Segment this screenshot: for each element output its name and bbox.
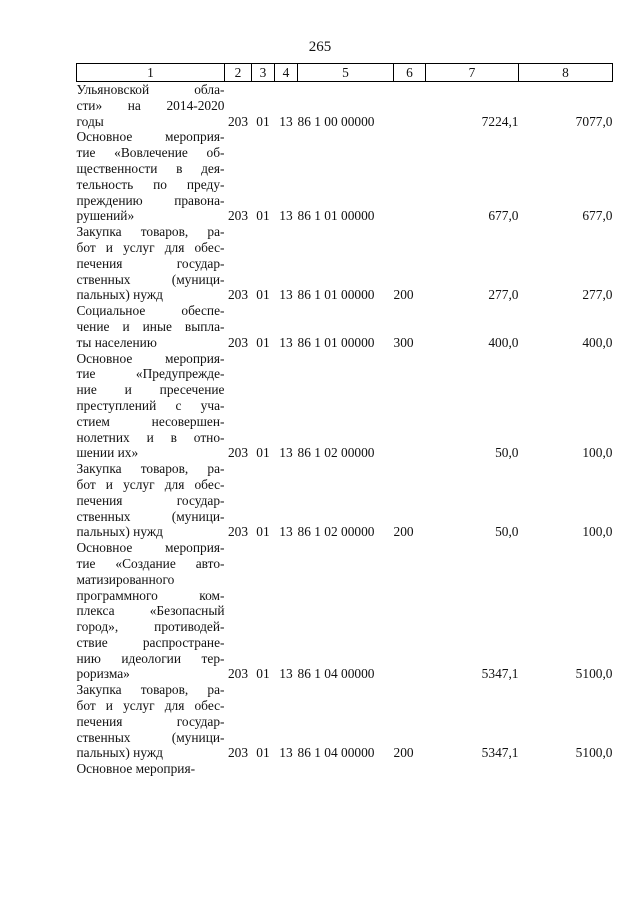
table-row [77, 682, 613, 761]
amount-col-8: 7077,0 [575, 113, 613, 129]
target-article-code: 86 1 01 00000 [297, 334, 375, 350]
amount-col-8: 5100,0 [575, 666, 613, 682]
row-name-line: программного ком- [76, 587, 225, 603]
target-article-code: 86 1 02 00000 [297, 445, 375, 461]
subsection-code: 13 [279, 113, 293, 129]
row-name-line: шении их» [76, 445, 139, 461]
subsection-code: 13 [279, 445, 293, 461]
amount-col-8: 5100,0 [575, 745, 613, 761]
row-name-line: нолетних и в отно- [76, 429, 225, 445]
amount-col-8: 677,0 [582, 208, 613, 224]
subsection-code: 13 [279, 334, 293, 350]
amount-col-8: 400,0 [582, 334, 613, 350]
grbs-code: 203 [227, 334, 249, 350]
row-name-line: бот и услуг для обес- [76, 476, 225, 492]
row-name-line: печения государ- [76, 492, 225, 508]
row-name-line: Ульяновской обла- [76, 82, 225, 97]
table-row [77, 540, 613, 682]
table-row [77, 351, 613, 462]
column-header: 8 [519, 64, 613, 82]
column-header: 6 [394, 64, 426, 82]
subsection-code: 13 [279, 287, 293, 303]
expense-type-code [394, 351, 426, 462]
row-name-line: Социальное обеспе- [76, 303, 225, 319]
column-header: 1 [77, 64, 225, 82]
target-article-code: 86 1 01 00000 [297, 287, 375, 303]
grbs-code: 203 [227, 113, 249, 129]
expense-type-code [394, 129, 426, 224]
row-name-line: ственных (муници- [76, 729, 225, 745]
subsection-code: 13 [279, 745, 293, 761]
row-name-line: преждению правона- [76, 192, 225, 208]
table-body [77, 82, 613, 778]
subsection-code: 13 [279, 208, 293, 224]
row-name-line: печения государ- [76, 255, 225, 271]
grbs-code: 203 [227, 524, 249, 540]
row-name-line: бот и услуг для обес- [76, 698, 225, 714]
row-name [77, 761, 225, 777]
section-code: 01 [256, 666, 270, 682]
section-code: 01 [256, 745, 270, 761]
grbs-code: 203 [227, 666, 249, 682]
column-header: 2 [225, 64, 252, 82]
row-name-line: ты населению [76, 334, 157, 350]
page-number: 265 [308, 39, 332, 55]
expense-type-code: 200 [393, 524, 414, 540]
row-name [77, 682, 225, 761]
row-name-line: Основное мероприя- [76, 761, 196, 777]
row-name-line: Закупка товаров, ра- [76, 461, 225, 477]
section-code: 01 [256, 445, 270, 461]
table-row [77, 303, 613, 350]
row-name-line: тельность по преду- [76, 176, 225, 192]
table-row [77, 761, 613, 777]
subsection-code: 13 [279, 666, 293, 682]
section-code: 01 [256, 208, 270, 224]
row-name-line: пальных) нужд [76, 524, 163, 540]
column-header: 7 [426, 64, 519, 82]
column-header: 5 [298, 64, 394, 82]
row-name-line: Закупка товаров, ра- [76, 682, 225, 698]
row-name-line: плекса «Безопасный [76, 603, 225, 619]
amount-col-8: 100,0 [582, 524, 613, 540]
row-name-line: ственных (муници- [76, 508, 225, 524]
row-name-line: Основное мероприя- [76, 540, 225, 556]
row-name-line: Основное мероприя- [76, 350, 225, 366]
target-article-code [298, 761, 394, 777]
expense-type-code [394, 540, 426, 682]
row-name-line: Закупка товаров, ра- [76, 224, 225, 240]
row-name-line: сти» на 2014-2020 [76, 97, 225, 113]
row-name [77, 461, 225, 540]
expense-type-code: 200 [393, 745, 414, 761]
row-name-line: преступлений с уча- [76, 397, 225, 413]
row-name-line: стием несовершен- [76, 413, 225, 429]
row-name-line: город», противодей- [76, 619, 225, 635]
section-code: 01 [256, 113, 270, 129]
row-name-line: чение и иные выпла- [76, 318, 225, 334]
table-row [77, 224, 613, 303]
row-name [77, 303, 225, 350]
section-code: 01 [256, 334, 270, 350]
row-name-line: годы [76, 113, 104, 129]
amount-col-7: 50,0 [495, 445, 519, 461]
row-name [77, 224, 225, 303]
expense-type-code [394, 761, 426, 777]
amount-col-7: 7224,1 [481, 113, 519, 129]
row-name-line: рушений» [76, 208, 135, 224]
row-name [77, 540, 225, 682]
row-name-line: ние и пресечение [76, 382, 225, 398]
amount-col-7: 5347,1 [481, 745, 519, 761]
row-name-line: бот и услуг для обес- [76, 239, 225, 255]
row-name [77, 351, 225, 462]
target-article-code: 86 1 04 00000 [297, 666, 375, 682]
expense-type-code: 300 [393, 334, 414, 350]
row-name-line: тие «Вовлечение об- [76, 145, 225, 161]
target-article-code: 86 1 01 00000 [297, 208, 375, 224]
row-name-line: щественности в дея- [76, 160, 225, 176]
expense-type-code: 200 [393, 287, 414, 303]
target-article-code: 86 1 02 00000 [297, 524, 375, 540]
table-row [77, 82, 613, 130]
row-name-line: тие «Предупрежде- [76, 366, 225, 382]
column-header: 4 [275, 64, 298, 82]
grbs-code: 203 [227, 208, 249, 224]
header-row [77, 64, 613, 82]
row-name-line: нию идеологии тер- [76, 650, 225, 666]
column-header: 3 [252, 64, 275, 82]
budget-table [76, 63, 613, 777]
table-row [77, 461, 613, 540]
target-article-code: 86 1 04 00000 [297, 745, 375, 761]
row-name-line: ствие распростране- [76, 634, 225, 650]
amount-col-7 [426, 761, 519, 777]
row-name-line: Основное мероприя- [76, 129, 225, 145]
amount-col-8 [519, 761, 613, 777]
grbs-code [225, 761, 252, 777]
table-row [77, 129, 613, 224]
row-name-line: печения государ- [76, 713, 225, 729]
expense-type-code [394, 82, 426, 130]
grbs-code: 203 [227, 745, 249, 761]
amount-col-7: 50,0 [495, 524, 519, 540]
grbs-code: 203 [227, 287, 249, 303]
row-name-line: пальных) нужд [76, 745, 163, 761]
target-article-code: 86 1 00 00000 [297, 113, 375, 129]
section-code: 01 [256, 524, 270, 540]
grbs-code: 203 [227, 445, 249, 461]
subsection-code: 13 [279, 524, 293, 540]
row-name-line: тие «Создание авто- [76, 555, 225, 571]
amount-col-8: 277,0 [582, 287, 613, 303]
subsection-code [275, 761, 298, 777]
section-code: 01 [256, 287, 270, 303]
amount-col-8: 100,0 [582, 445, 613, 461]
amount-col-7: 400,0 [488, 334, 519, 350]
row-name-line: матизированного [76, 571, 175, 587]
row-name-line: пальных) нужд [76, 287, 163, 303]
row-name-line: роризма» [76, 666, 130, 682]
row-name [77, 129, 225, 224]
row-name-line: ственных (муници- [76, 271, 225, 287]
section-code [252, 761, 275, 777]
amount-col-7: 5347,1 [481, 666, 519, 682]
row-name [77, 82, 225, 130]
amount-col-7: 277,0 [488, 287, 519, 303]
amount-col-7: 677,0 [488, 208, 519, 224]
